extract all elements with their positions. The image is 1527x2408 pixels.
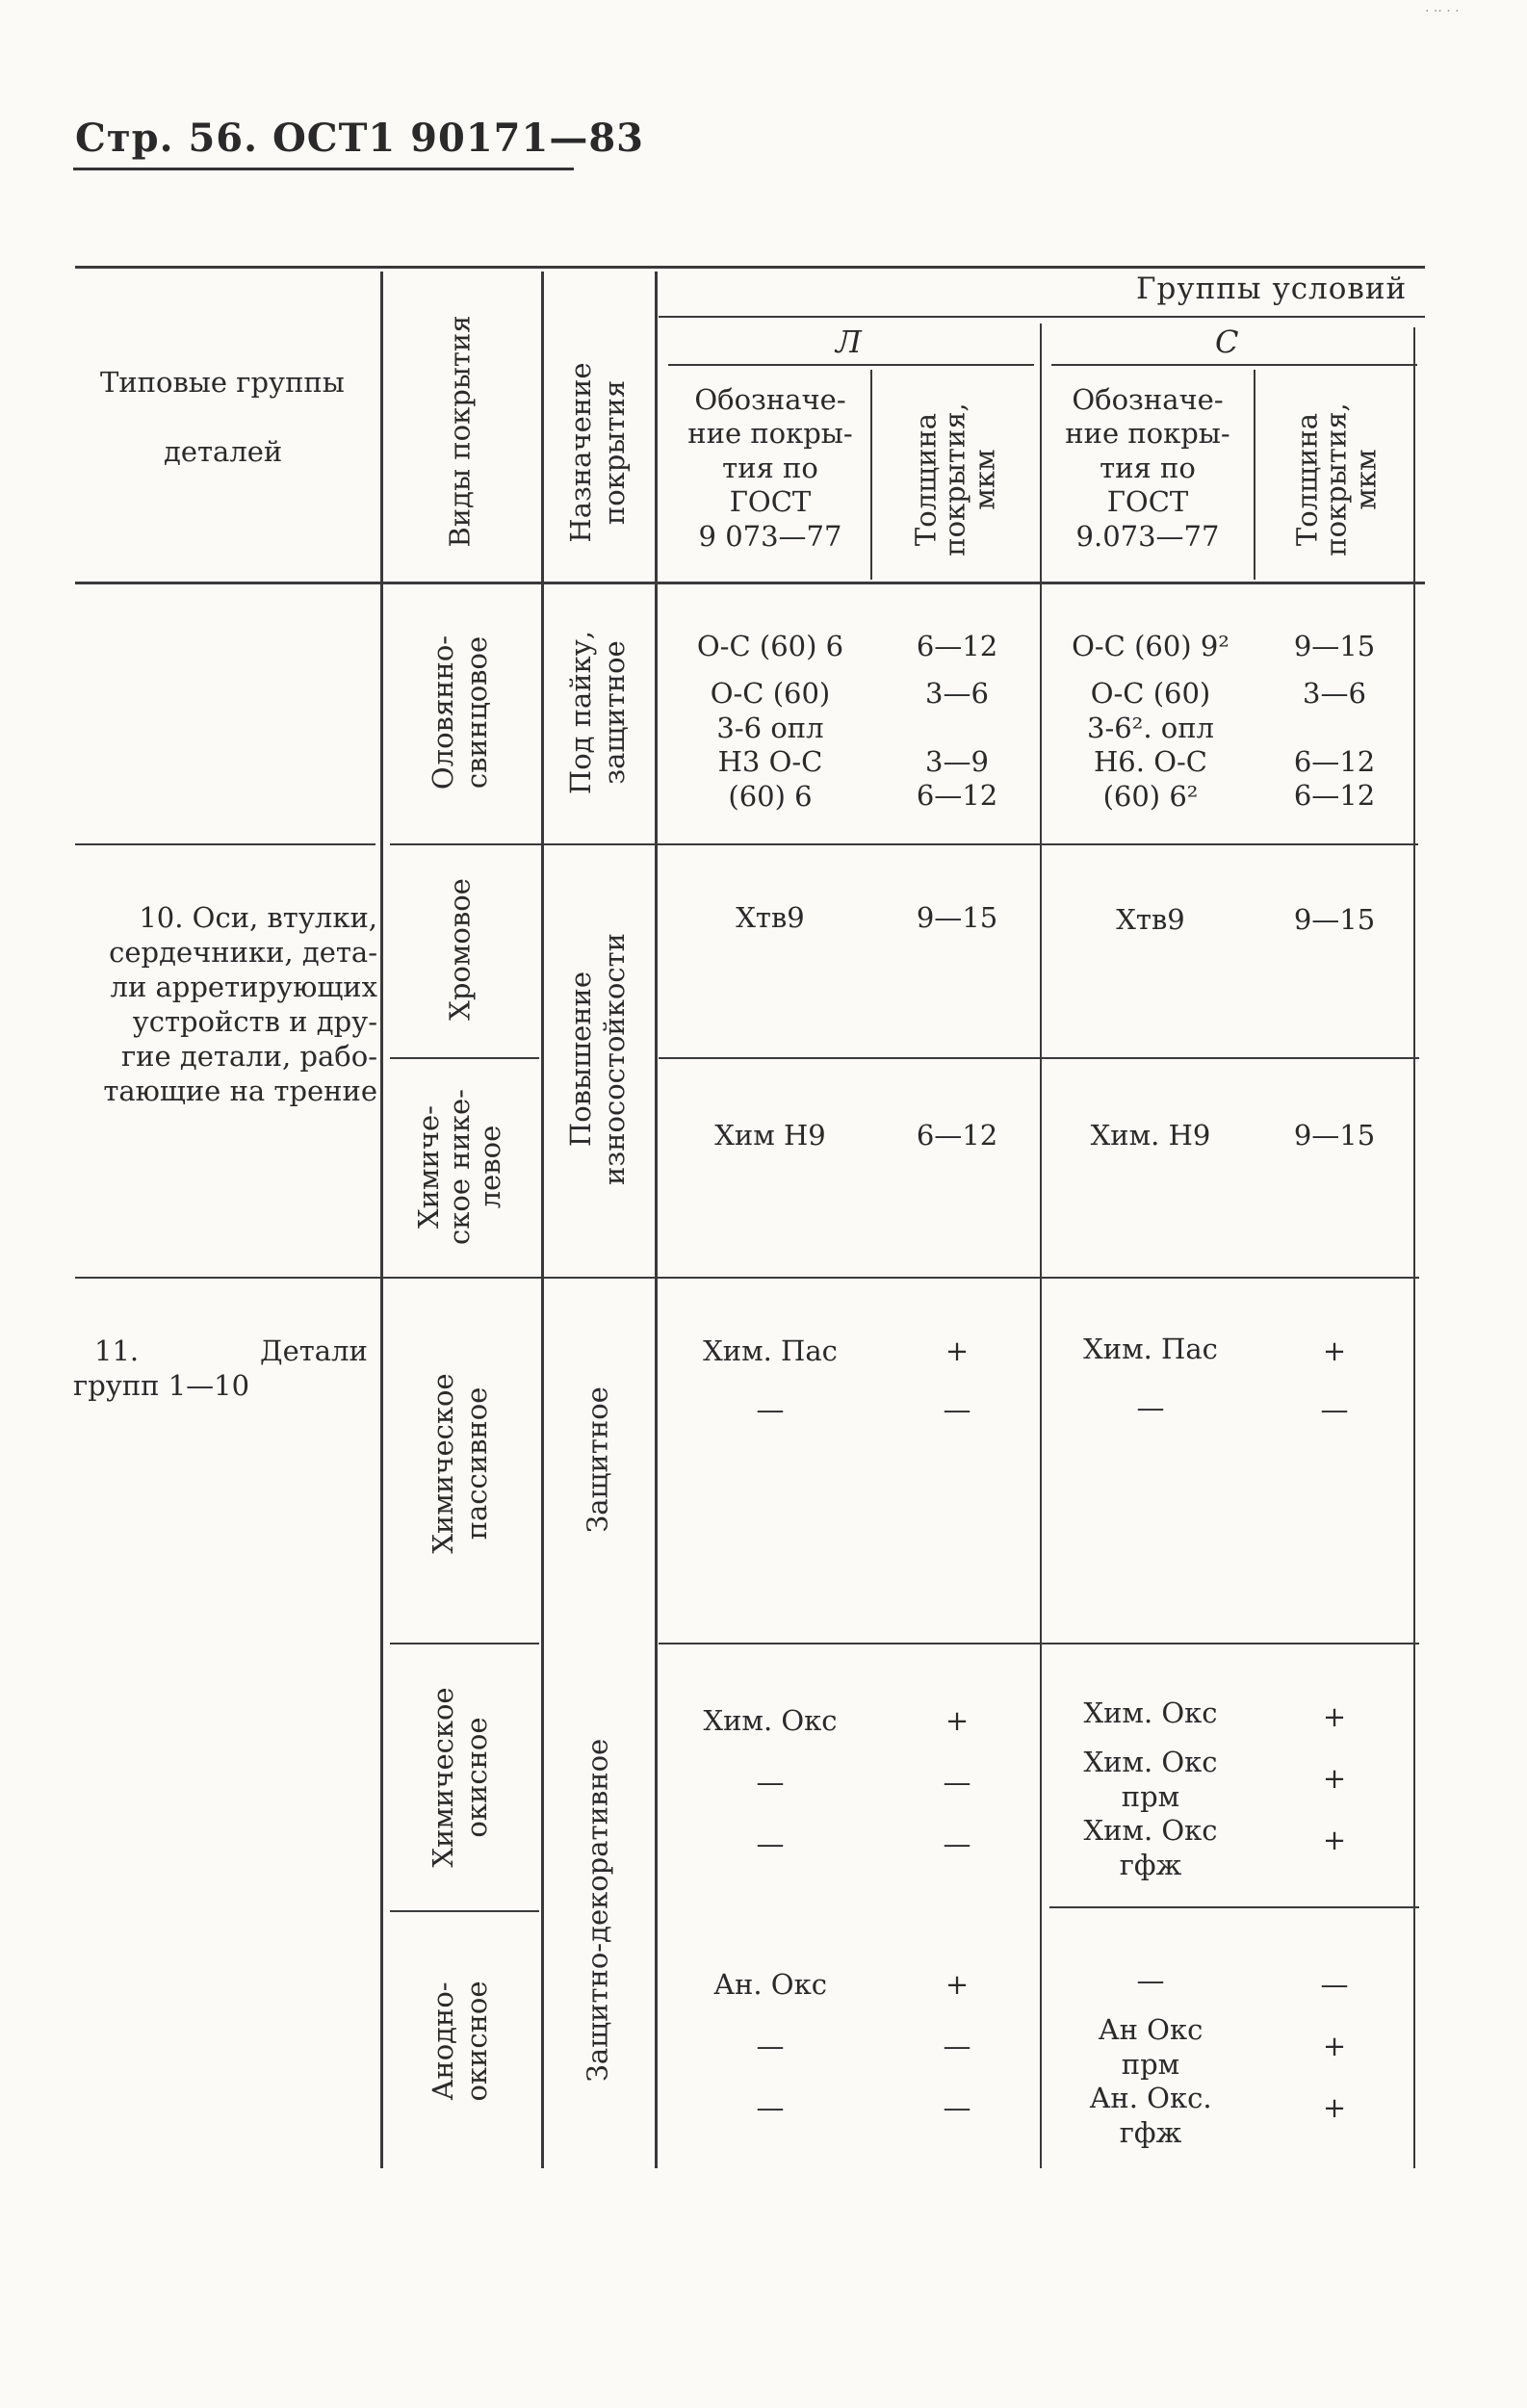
- corner-mark: · ·· · ·: [1425, 4, 1460, 19]
- anodic-s-designation: [1049, 1964, 1252, 2150]
- designation-value: Хим. Окс: [1083, 1746, 1218, 1779]
- thickness-value: —: [943, 2091, 971, 2125]
- designation-value: (60) 6²: [1102, 779, 1199, 813]
- nickel-s-thickness: 9—15: [1293, 1119, 1376, 1152]
- tin-lead-purpose: [564, 631, 632, 794]
- thickness-line1: Толщина: [1290, 412, 1324, 547]
- designation-value: О-С (60) 6: [696, 630, 844, 662]
- designation-value: 3-6². опл: [1087, 711, 1214, 744]
- anodic-s-thickness: [1257, 1964, 1411, 2128]
- designation-value: О-С (60): [1090, 677, 1211, 711]
- nickel-l-designation: Хим Н9: [714, 1119, 826, 1152]
- thickness-value: +: [1322, 2030, 1347, 2063]
- row-rule-2a: [390, 1057, 539, 1059]
- row-rule-1a: [75, 843, 375, 845]
- designation-value: Хим. Пас: [1083, 1333, 1218, 1365]
- group-s-rule: [1051, 364, 1417, 366]
- purpose-line2: износостойкости: [598, 933, 631, 1185]
- col-purpose-line1: Назначение: [564, 362, 598, 543]
- group-s-title: С: [1215, 324, 1239, 360]
- part-group-11-range: групп 1—10: [73, 1369, 250, 1402]
- designation-value: прм: [1121, 1779, 1180, 1813]
- tin-lead-l-thickness: [876, 630, 1038, 814]
- col-line-5: [1040, 324, 1042, 2168]
- thickness-value: 6—12: [916, 779, 998, 813]
- l-designation-header: [674, 383, 867, 554]
- part-group-line: ли арретирующих: [110, 970, 377, 1003]
- coating-line1: Оловянно-: [427, 634, 460, 790]
- designation-line4: ГОСТ: [1106, 485, 1189, 519]
- designation-value: прм: [1121, 2047, 1180, 2081]
- col-line-4: [870, 370, 872, 580]
- chrome-s-thickness: 9—15: [1293, 903, 1376, 936]
- l-thickness-header: [909, 402, 1001, 557]
- col-coating-types: Виды покрытия: [443, 315, 477, 548]
- thickness-value: +: [1322, 2091, 1347, 2125]
- designation-value: —: [1136, 1391, 1165, 1425]
- oxide-s-designation: [1049, 1696, 1252, 1882]
- row-rule-5a: [390, 1910, 539, 1912]
- thickness-value: +: [1322, 1824, 1347, 1857]
- passive-purpose: Защитное: [581, 1386, 614, 1533]
- coating-line1: Анодно-: [427, 1981, 460, 2101]
- designation-value: Хим. Окс: [1083, 1814, 1218, 1848]
- thickness-value: 3—9: [925, 744, 989, 778]
- anodic-coating: [427, 1981, 494, 2101]
- part-group-11-label: Детали: [260, 1334, 368, 1367]
- thickness-value: +: [945, 1968, 970, 2001]
- passive-coating: [427, 1373, 494, 1553]
- anodic-l-thickness: [876, 1964, 1038, 2128]
- designation-value: Ан. Окс: [713, 1968, 827, 2001]
- oxide-s-thickness: [1257, 1696, 1411, 1860]
- designation-value: Н3 О-С: [717, 745, 823, 779]
- oxide-l-designation: [670, 1700, 870, 1864]
- designation-value: —: [756, 1827, 785, 1861]
- row-rule-4a: [390, 1643, 539, 1644]
- designation-line1: Обозначе-: [694, 383, 846, 416]
- part-group-11-number: 11.: [94, 1334, 140, 1367]
- coating-line1: Химиче-: [412, 1105, 446, 1230]
- tin-lead-l-designation: [670, 630, 870, 814]
- row-rule-2b: [659, 1057, 1419, 1059]
- thickness-value: 3—6: [925, 677, 989, 711]
- col-part-groups-line2: деталей: [164, 435, 283, 468]
- top-rule: [75, 266, 1425, 269]
- col-line-2: [541, 272, 544, 2168]
- thickness-value: +: [945, 1704, 970, 1737]
- designation-line3: тия по: [1100, 451, 1196, 484]
- col-line-1: [380, 272, 383, 2168]
- designation-value: —: [1136, 1964, 1165, 1997]
- page-header: Стр. 56. ОСТ1 90171—83: [75, 116, 644, 161]
- part-group-line: устройств и дру-: [132, 1004, 377, 1038]
- oxide-purpose: Защитно-декоративное: [581, 1738, 614, 2083]
- thickness-value: +: [945, 1334, 970, 1367]
- tin-lead-s-thickness: [1257, 630, 1411, 814]
- thickness-value: 6—12: [916, 630, 998, 662]
- tin-lead-s-designation: [1049, 630, 1252, 814]
- passive-l-designation: [670, 1334, 870, 1428]
- coating-line2: пассивное: [460, 1386, 493, 1541]
- thickness-value: 9—15: [1293, 630, 1376, 662]
- designation-line2: ние покры-: [1065, 417, 1230, 451]
- purpose-line2: защитное: [598, 640, 631, 785]
- groups-rule: [659, 316, 1425, 318]
- designation-value: —: [756, 1766, 785, 1800]
- designation-value: О-С (60) 9²: [1072, 630, 1229, 662]
- thickness-line3: мкм: [1349, 449, 1383, 510]
- designation-value: (60) 6: [728, 779, 813, 813]
- designation-value: гфж: [1119, 2115, 1182, 2149]
- oxide-l-thickness: [876, 1700, 1038, 1864]
- designation-value: —: [756, 2030, 785, 2063]
- designation-line5: 9.073—77: [1075, 519, 1220, 553]
- passive-s-thickness: [1257, 1334, 1411, 1428]
- header-bottom-rule: [75, 582, 1425, 584]
- chrome-purpose: [564, 933, 632, 1185]
- designation-value: —: [756, 1393, 785, 1427]
- s-designation-header: [1051, 383, 1244, 554]
- coating-line2: свинцовое: [460, 635, 493, 790]
- coating-line2: ское нике-: [443, 1089, 477, 1245]
- nickel-s-designation: Хим. Н9: [1090, 1119, 1211, 1152]
- thickness-value: —: [943, 1766, 971, 1800]
- thickness-value: 3—6: [1303, 677, 1366, 711]
- designation-value: гфж: [1119, 1848, 1182, 1881]
- passive-l-thickness: [876, 1334, 1038, 1428]
- designation-value: —: [756, 2091, 785, 2125]
- chrome-l-designation: Хтв9: [736, 901, 805, 934]
- purpose-line1: Повышение: [564, 971, 598, 1148]
- designation-value: 3-6 опл: [716, 711, 824, 744]
- col-line-6: [1254, 370, 1255, 580]
- thickness-line2: покрытия,: [1319, 402, 1353, 557]
- designation-value: Ан Окс: [1098, 2013, 1203, 2047]
- group-l-title: Л: [836, 324, 862, 360]
- thickness-line3: мкм: [968, 449, 1001, 510]
- thickness-value: 6—12: [1293, 779, 1376, 813]
- part-group-line: 10. Оси, втулки,: [139, 901, 377, 934]
- designation-line4: ГОСТ: [729, 485, 812, 519]
- anodic-l-designation: [670, 1964, 870, 2128]
- group-l-rule: [668, 364, 1034, 366]
- row-rule-1b: [390, 843, 1418, 845]
- designation-value: Хим. Окс: [703, 1704, 838, 1737]
- coating-line3: левое: [473, 1125, 506, 1209]
- part-group-line: гие детали, рабо-: [120, 1039, 377, 1073]
- thickness-value: +: [1322, 1700, 1347, 1733]
- chrome-coating: Хромовое: [443, 878, 477, 1021]
- row-rule-5b: [1049, 1906, 1419, 1908]
- col-line-7: [1413, 327, 1415, 2168]
- col-line-3: [655, 272, 658, 2168]
- designation-line5: 9 073—77: [698, 519, 842, 553]
- nickel-l-thickness: 6—12: [916, 1119, 998, 1152]
- coating-line2: окисное: [460, 1717, 493, 1838]
- thickness-value: +: [1322, 1334, 1347, 1367]
- thickness-value: —: [1320, 1393, 1349, 1427]
- tin-lead-coating: [427, 635, 494, 790]
- designation-value: Хим. Окс: [1083, 1696, 1218, 1729]
- nickel-coating: [414, 1089, 506, 1245]
- chrome-s-designation: Хтв9: [1116, 903, 1185, 936]
- thickness-value: —: [943, 1827, 971, 1861]
- thickness-line1: Толщина: [909, 412, 943, 547]
- groups-title: Группы условий: [1136, 272, 1408, 306]
- coating-line1: Химическое: [427, 1687, 460, 1868]
- chrome-l-thickness: 9—15: [916, 901, 998, 934]
- thickness-value: 6—12: [1293, 744, 1376, 778]
- col-purpose-line2: покрытия: [598, 379, 631, 526]
- header-rule: [73, 168, 574, 170]
- designation-line2: ние покры-: [687, 417, 853, 451]
- thickness-value: —: [943, 2030, 971, 2063]
- s-thickness-header: [1290, 402, 1383, 557]
- col-purpose: [564, 362, 632, 542]
- part-group-line: тающие на трение: [103, 1074, 377, 1107]
- designation-value: Ан. Окс.: [1089, 2082, 1212, 2115]
- part-group-10: [73, 901, 377, 1109]
- oxide-coating: [427, 1687, 494, 1867]
- col-part-groups-line1: Типовые группы: [100, 366, 345, 399]
- coating-line2: окисное: [460, 1981, 493, 2102]
- designation-value: Хим. Пас: [703, 1334, 838, 1367]
- designation-value: Н6. О-С: [1094, 745, 1207, 779]
- designation-line1: Обозначе-: [1072, 383, 1224, 416]
- thickness-value: —: [1320, 1968, 1349, 2001]
- thickness-value: +: [1322, 1762, 1347, 1796]
- purpose-line1: Под пайку,: [564, 630, 598, 795]
- designation-line3: тия по: [722, 451, 818, 484]
- thickness-value: —: [943, 1393, 971, 1427]
- coating-line1: Химическое: [427, 1373, 460, 1554]
- designation-value: О-С (60): [710, 677, 831, 711]
- row-rule-4b: [659, 1643, 1419, 1644]
- row-rule-3: [75, 1277, 1419, 1279]
- part-group-line: сердечники, дета-: [109, 935, 377, 969]
- passive-s-designation: [1049, 1333, 1252, 1426]
- thickness-line2: покрытия,: [938, 402, 971, 557]
